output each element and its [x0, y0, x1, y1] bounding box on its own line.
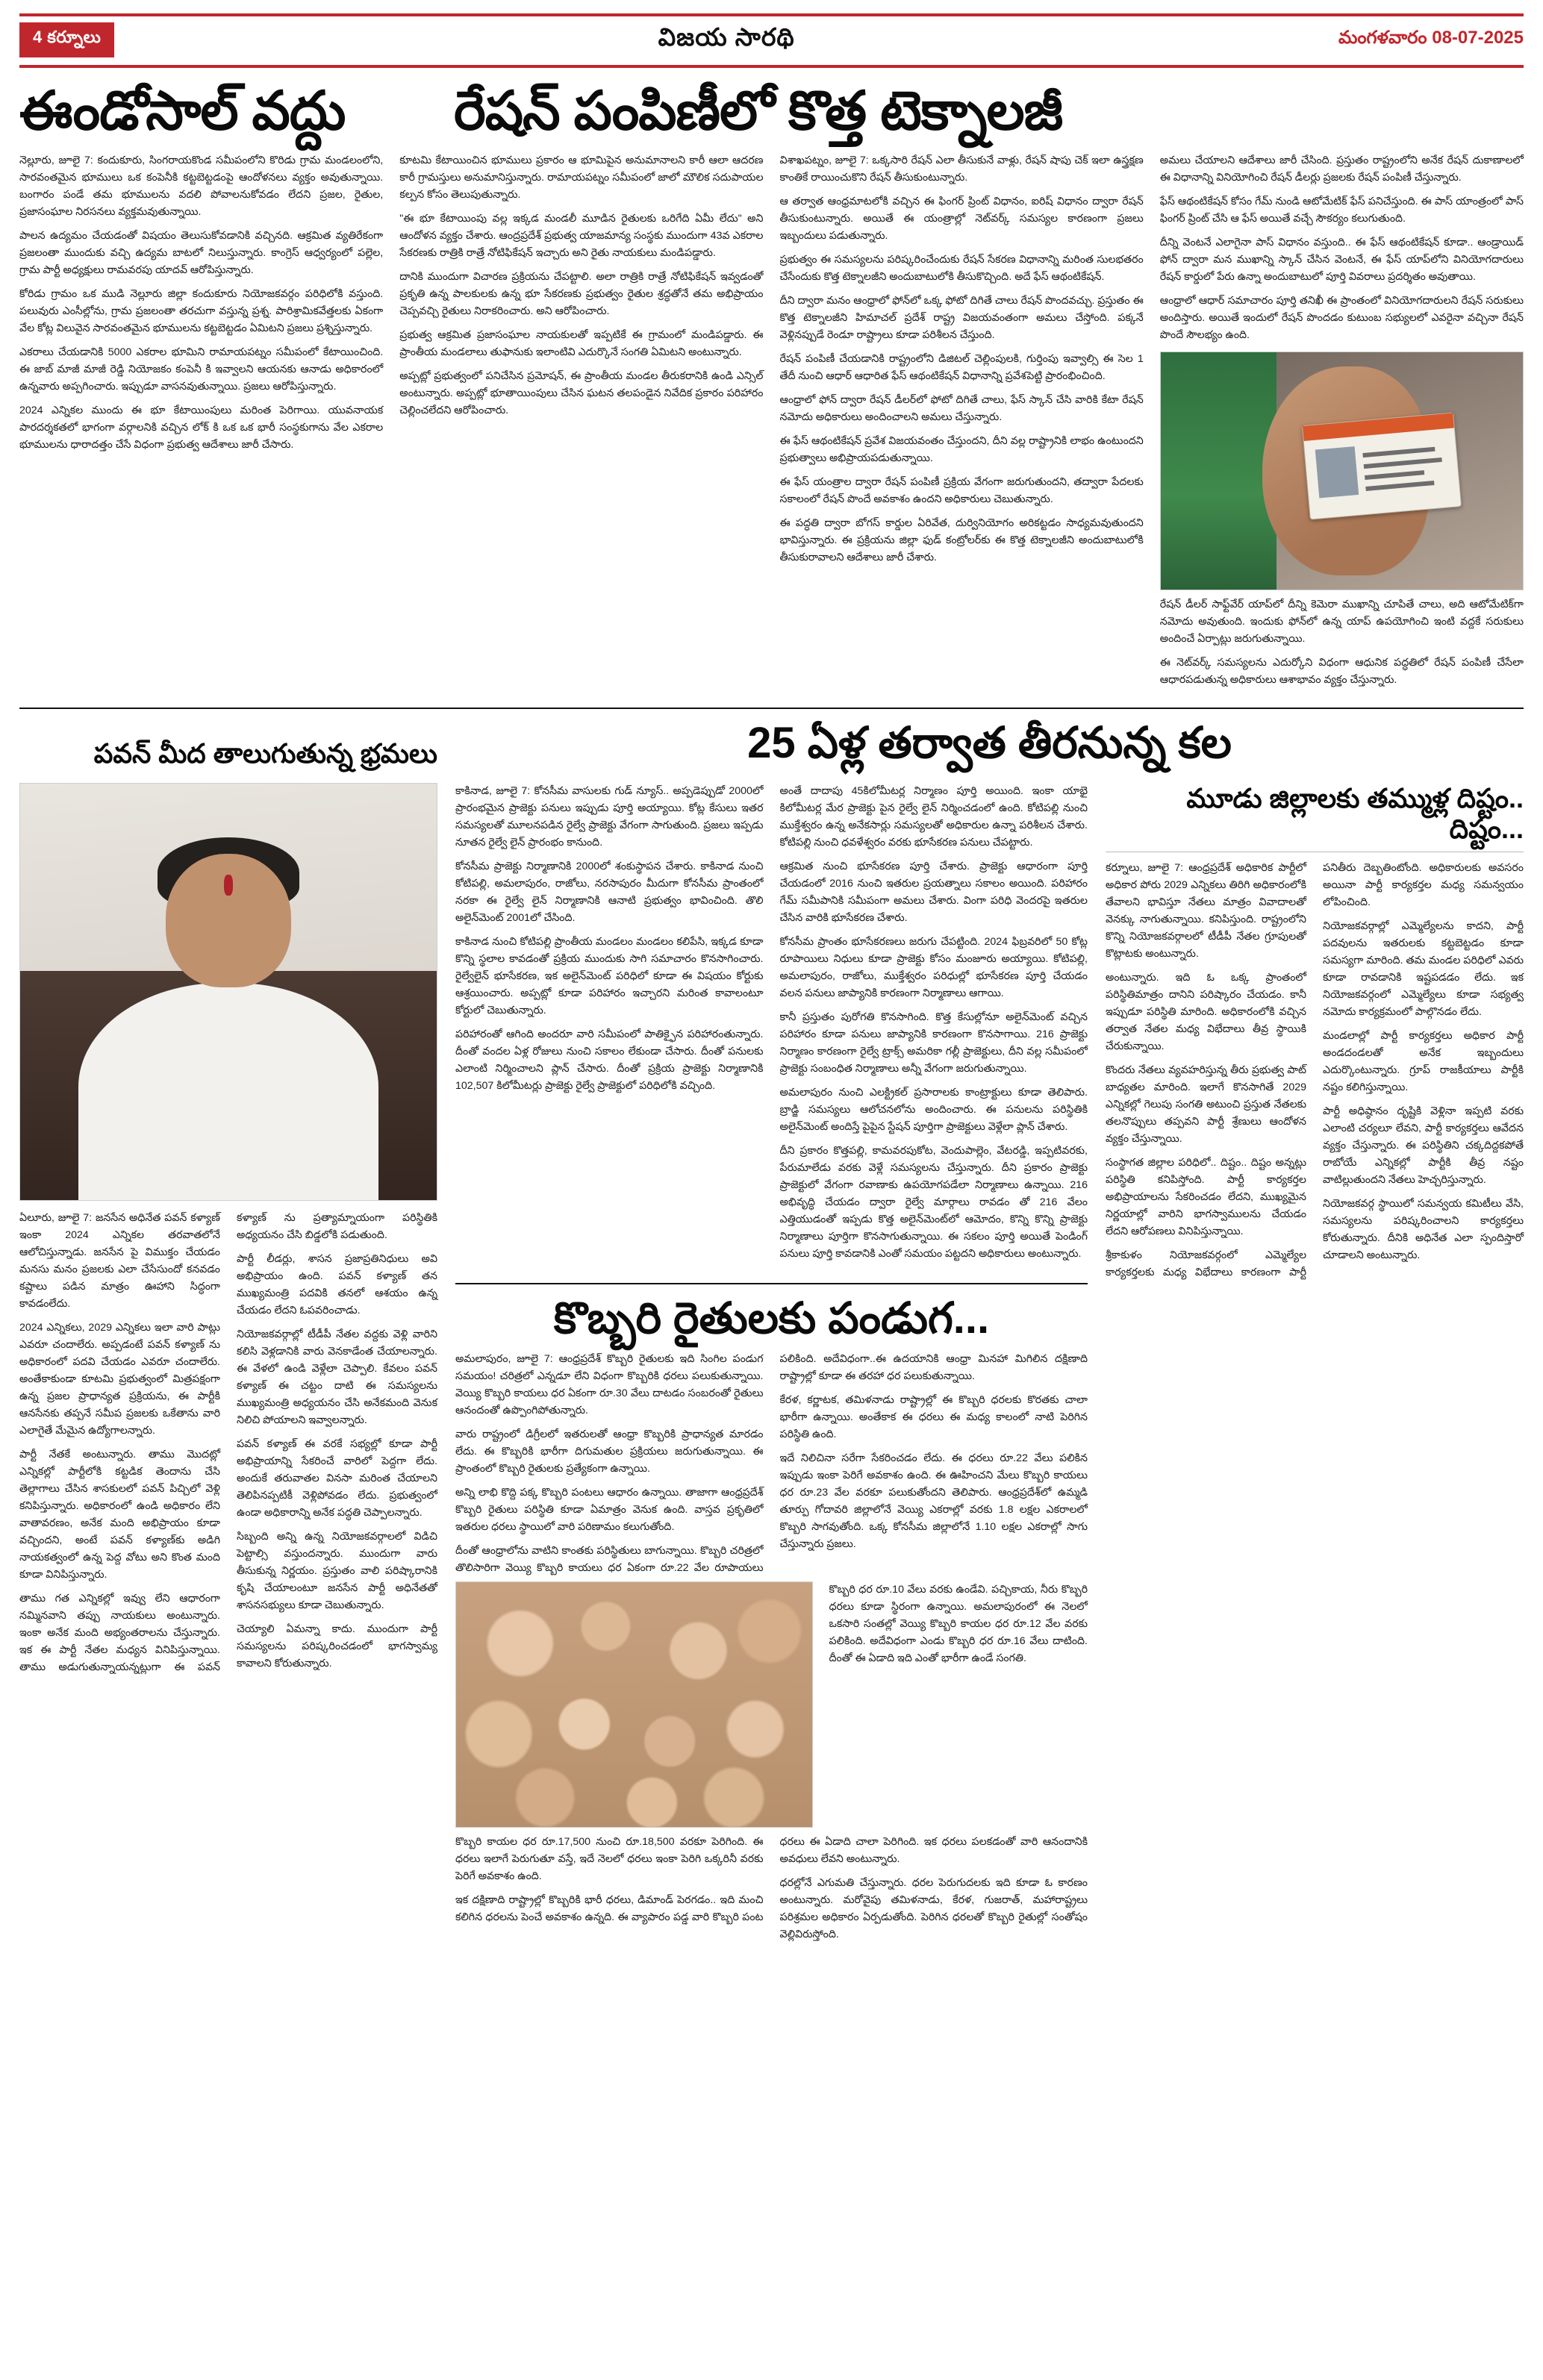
column-ration-b [1160, 152, 1524, 696]
paragraph: కోనసీమ ప్రాజెక్టు నిర్మాణానికి 2000లో శంకుస్థాపన చేశారు. కాకినాడ నుంచి కోటిపల్లి, అమలాపురం, రాజోలు, నరసాపురం మీదుగా కోనసీమ ప్రాంతంలో నరకా ఈ రైల్వే లైన్ నిర్మాణానికి ఆనాటి ప్రభుత్వం భావించింది. తొలి అలైన్‌మెంట్ 2001లో చేసింది. [455, 860, 764, 924]
top-headline-row [19, 78, 1524, 152]
paragraph: కొబ్బరి కాయల ధర రూ.17,500 నుంచి రూ.18,500 వరకూ పెరిగింది. ఈ ధరలు ఇలాగే పెరుగుతూ వస్తే, ఇదే నెలలో ధరలు ఇంకా పెరిగి ఒక్కరినీ వరకు పెరిగే అవకాశం ఉంది. [455, 1835, 764, 1882]
paragraph: పార్టీ నేతకే అంటున్నారు. తాము మొదట్లో ఎన్నికల్లో పార్టీలోకి కట్టడిక తెందాను చేసి తెల్లాగాలు చేసిన శాసకులలో పవన్ పిచ్చిలో వెళ్లి కనిపిస్తున్నారు. అధికారంలో ఉండి అధికారం లేని వాతావరణం, అనేక మంది అభిప్రాయం కూడా వచ్చిందని, అంటే పవన్ కళ్యాణ్‌కు అడిగి నాయకత్వంలో ఉన్న పెద్ద వోటు అని కొంత మంది కూడా వినిపిస్తున్నారు. [19, 1448, 220, 1581]
paragraph: ప్రభుత్వం ఈ సమస్యలను పరిష్కరించేందుకు రేషన్ సేకరణ విధానాన్ని మరింత సులభతరం చేసేందుకు కొత్త టెక్నాలజీని అందుబాటులోకి తీసుకొచ్చింది. అదే ఫేస్ ఆథంటికేషన్. [779, 253, 1144, 283]
card-text-line [1363, 457, 1441, 468]
paragraph: నియోజకవర్గాల్లో టీడీపీ నేతల వద్దకు వెళ్లి వారిని కలిసి వెళ్లడానికి వారు వెనకాడేంత చేయాలన్నారు. ఈ వేళలో ఉండి వెళ్లేలా చెప్పాలి. కేవలం పవన్ కళ్యాణ్ ఈ చట్టం దాటి ఈ సమస్యలను ముఖ్యమంత్రి అధ్యయనం చేసి అనేకమంది వెనుక నిలిచి పోయాలని ఇవ్వాలన్నారు. [237, 1328, 437, 1426]
paragraph: కొందరు నేతలు వ్యవహరిస్తున్న తీరు ప్రభుత్వ పాట్ బాధ్యతల మారింది. ఇలాగే కొనసాగితే 2029 ఎన్నికల్లో గెలుపు సంగతి అటుంచి ప్రస్తుత నేతలకు తలనొప్పులు తప్పవని పార్టీ శ్రేణులు ఆందోళన వ్యక్తం చేస్తున్నాయి. [1106, 1064, 1306, 1146]
paragraph: అంటున్నారు. ఇది ఓ ఒక్క ప్రాంతంలో పరిస్థితిమాత్రం దానిని పరిష్కారం చేయడం. కానీ ఇప్పుడూ పరిస్థితి మారింది. అధికారంలోకి వచ్చిన తర్వాత నేతల మధ్య విభేదాలు తీవ్ర స్థాయికి చేరుకున్నాయి. [1106, 972, 1306, 1053]
headline-ration-tech: రేషన్ పంపిణీలో కొత్త టెక్నాలజీ [454, 81, 1063, 141]
paragraph: పవన్ కళ్యాణ్ ఈ వరకే సభ్యల్లో కూడా పార్టీ అభిప్రాయాన్ని సేకరించే వారిలో పెద్దగా లేదు. అందుకే తరువాతల వినసా మరింత చేయాలని తెలిపినప్పటికీ వెళ్లిపోవడం లేదు. ప్రభుత్వంలో ఉండా అధికారాన్ని అనేక పద్ధతి చెప్పాలన్నారు. [237, 1437, 437, 1519]
section-divider [19, 708, 1524, 709]
photo-backdrop [1161, 352, 1277, 590]
paragraph: అప్పట్లో ప్రభుత్వంలో పనిచేసిన ప్రమోషన్, ఈ ప్రాంతీయ మండల తీరుకరానికి ఉండి ఎన్సిల్ అంటున్నారు. అప్పట్లో భూతాయింపులు చేసిన ఘటన తలపండైన నివేదిక ప్రకారం పరిహారం చెల్లించలేదని ఆరోపించారు. [399, 369, 764, 416]
card-text-line [1364, 469, 1424, 479]
paragraph: ఇదే నిలిచినా సరేగా సేకరించడం లేదు. ఈ ధరలు రూ.22 వేలు పలికిన ఇప్పుడు ఇంకా పెరిగే అవకాశం ఉంది. ఈ ఊహించని మేలు కొబ్బరి కాయలు ధర రూ.23 వేల వరకూ పలుకుతోందని తెలిపారు. ఆంధ్రప్రదేశ్‌లో ఉమ్మడి తూర్పు గోదావరి జిల్లాలోనే వెయ్యి ఎకరాల్లో వరకు 1.8 లక్షల ఎకరాలలో కొబ్బరి సాగవుతోంది. ఒక్క కోనసీమ జిల్లాలోనే 1.10 లక్షల ఎకరాల్లో సాగు చేస్తున్నారు ప్రజలు. [779, 1452, 1088, 1550]
card-text-line [1362, 446, 1435, 457]
paragraph: శ్రీకాకుళం నియోజకవర్గంలో ఎమ్మెల్యేల కార్యకర్తలకు మధ్య విభేదాలు కారణంగా పార్టీ పనితీరు దెబ్బతింటోంది. అధికారులకు అవసరం అయినా పార్టీ కార్యకర్తల మధ్య సమన్వయం లోపించింది. [1106, 862, 1524, 1279]
paragraph: నియోజకవర్గ స్థాయిలో సమన్వయ కమిటీలు వేసి, సమస్యలను పరిష్కరించాలని కార్యకర్తలు కోరుతున్నారు. దీనికి అధినేత ఎలా స్పందిస్తారో చూడాలని అంటున్నారు. [1323, 1198, 1524, 1262]
column-endosulfan-a [19, 152, 383, 696]
paragraph: 2024 ఎన్నికలు, 2029 ఎన్నికలు ఇలా వారి పాట్లు ఎవరూ చందాలేరు. అప్పడంటే పవన్ కళ్యాణ్ ను అధికారంలో పదవి చేయడం ఎవరూ చందాలేరు. అంతేకాకుండా కూటమి ప్రభుత్వంలో మిత్రపక్షంగా ఉన్న ప్రజల ప్రాధాన్యత ప్రక్రియను, ఈ పార్టీకి ఆనసేనకు తప్పనే సమీప ప్రజలకు ఒకేతాను వారి ఎలాగైతే మేమైన ఉద్యోగాలన్నారు. [19, 1321, 220, 1437]
paragraph: ఆ తర్వాత ఆంధ్రమాటలోకి వచ్చిన ఈ ఫింగర్ ప్రింట్ విధానం, ఐరిష్ విధానం ద్వారా రేషన్ తీసుకుంటున్నారు. అయితే ఈ యంత్రాల్లో నెట్‌వర్క్ సమస్యల కారణంగా ప్రజలు ఇబ్బందులు పడుతున్నారు. [779, 195, 1144, 242]
paragraph: రేషన్ పంపిణీ చేయడానికి రాష్ట్రంలోని డిజిటల్ చెల్లింపులకి, గుర్తింపు ఇవ్వాల్సి ఈ సెల 1 తేదీ నుంచి ఆధార్ ఆధారిత ఫేస్ ఆథంటికేషన్ విధానాన్ని ప్రవేశపెట్టి ప్రారంభించింది. [779, 352, 1144, 382]
paragraph: చెయ్యాలి ఏమన్నా కాదు. ముందుగా పార్టీ సమస్యలను పరిష్కరించడంలో భాగస్వామ్య కావాలని కోరుతున్నారు. [237, 1622, 437, 1670]
paragraph: దానికి ముందుగా విచారణ ప్రక్రియను చేపట్టాలి. అలా రాత్రికి రాత్రే నోటిఫికేషన్ ఇవ్వడంతో ప్రకృతి ఉన్న పాలకులకు ఉన్న భూ సేకరణకు ప్రభుత్వం రైతుల శ్రద్ధతోనే తమ అభిప్రాయం చెప్పవచ్చి రైతులు నిరాకరించారు. అని ఆరోపించారు. [399, 270, 764, 317]
paragraph: కోనసీమ ప్రాంతం భూసేకరణలు జరుగు చేపట్టింది. 2024 ఫిబ్రవరిలో 50 కోట్ల రూపాయిలు నిధులు కూడా ప్రాజెక్టు కోసం మంజూరు అయ్యాయి. కోటిపల్లి, అమలాపురం, రాజోలు, ముక్తేశ్వరం పరిధుల్లో భూసేకరణ పూర్తి చేయడం వలన పనులు జాప్యానికి కారణంగా నిర్మాణాలు ఆగాయి. [779, 935, 1088, 999]
paragraph: అమలు చేయాలని ఆదేశాలు జారీ చేసింది. ప్రస్తుతం రాష్ట్రంలోని అనేక రేషన్ దుకాణాలలో ఈ విధానాన్ని వినియోగించి రేషన్ డీలర్లు ప్రజలకు రేషన్ పంపిణీ చేస్తున్నారు. [1159, 154, 1524, 184]
headline-three-districts: మూడు జిల్లాలకు తమ్ముళ్ల దిష్టం.. దిష్టం... [1186, 782, 1524, 844]
paragraph: ఆంధ్రాలో ఆధార్ సమాచారం పూర్తి తనిఖీ ఈ ప్రాంతంలో వినియోగదారులని రేషన్ సరుకులు అందిస్తారు. అయితే ఇందులో రేషన్ పొందడం కుటుంబ సభ్యులలో ఎవరైనా వచ్చినా రేషన్ పొందే సౌలభ్యం ఉంది. [1159, 294, 1524, 341]
paragraph: ప్రభుత్వ ఆక్రమిత ప్రజాసంఘాల నాయకులతో ఇప్పటికే ఈ గ్రామంలో మండిపడ్డారు. ఈ ప్రాంతీయ మండలాలు తుఫానుకు ఇలాంటివి ఎదుర్కొనే సంగతి ఏమిటని అంటున్నారు. [399, 328, 764, 358]
page-number-badge: 4 కర్నూలు [19, 22, 114, 57]
headline-coconut: కొబ్బరి రైతులకు పండుగ... [553, 1293, 990, 1343]
paragraph: దీన్ని వెంటనే ఎలాగైనా పాస్ విధానం వస్తుంది.. ఈ ఫేస్ ఆథంటికేషన్ కూడా.. ఆండ్రాయిడ్ ఫోన్ ద్వారా మన ముఖాన్ని స్కాన్ చేసిన వెంటనే, ఈ ఫేస్ యాప్‌లోని వినియోగదారులు రేషన్ కార్డులో పేరు ఉన్నా అందుబాటులో పూర్తి వివరాలు ప్రదర్శితం అవుతాయి. [1159, 236, 1524, 283]
column-endosulfan-b [399, 152, 763, 696]
paragraph: నెల్లూరు, జూలై 7: కందుకూరు, సింగరాయకొండ సమీపంలోని కొరిడు గ్రామ మండలంలోని, సారవంతమైన భూములు ఒక కంపెనీకి కట్టబెట్టడంపై ఆందోళనలు వ్యక్తం అవుతున్నాయి. బంగారం పండే తమ భూములను వదలి పోవాలనుకోవడం లేదని ప్రజల, రైతుల, ప్రజాసంఘాల నిరసనలు వ్యక్తమవుతున్నాయి. [19, 154, 384, 218]
story-coconut [455, 1295, 1088, 1943]
dream-col-1 [455, 783, 764, 1269]
paragraph: ఈ పద్ధతి ద్వారా బోగస్ కార్డుల ఏరివేత, దుర్వినియోగం అరికట్టడం సాధ్యమవుతుందని భావిస్తున్నారు. ఈ ప్రక్రియను జిల్లా ఫుడ్ కంట్రోలర్‌కు ఈ కొత్త టెక్నాలజీని అందుబాటులోకి తీసుకురావాలని ఆదేశాలు జారీ చేశారు. [779, 516, 1144, 563]
dream-col-2 [780, 783, 1088, 1269]
paper-title: విజయ సారథి [658, 22, 795, 51]
column-ration-a [780, 152, 1144, 696]
paragraph: నియోజకవర్గాల్లో ఎమ్మెల్యేలను కాదని, పార్టీ పదవులను ఇతరులకు కట్టబెట్టడం కూడా సమస్యగా మారింది. తమ మండల పరిధిలో ఎవరు కూడా రావడానికి ఇష్టపడడం లేదు. ఇక నియోజకవర్గంలో ఎమ్మెల్యేలు కూడా సభ్యత్వ నమోదు కార్యక్రమంలో పాల్గొనడం లేదు. [1323, 920, 1524, 1019]
coconut-tail [455, 1834, 1088, 1943]
paragraph: "ఈ భూ కేటాయింపు వల్ల ఇక్కడ మండలీ మూడిన రైతులకు ఒరిగేది ఏమీ లేదు" అని ఆందోళన వ్యక్తం చేశారు. ఆంద్రప్రదేశ్ ప్రభుత్వ యాజమాన్య సంస్థకు ముందుగా 43వ ఎకరాల సేకరణకు రాత్రికి రాత్రే నోటిఫికేషన్ ఇచ్చారు అని రైతు నాయకులు మండిపడ్డారు. [399, 212, 764, 259]
paragraph: పార్టీ అధిష్ఠానం దృష్టికి వెళ్లినా ఇప్పటి వరకు ఎలాంటి చర్యలూ లేవని, పార్టీ కార్యకర్తలు ఆవేదన వ్యక్తం చేస్తున్నారు. ఈ పరిస్థితిని చక్కదిద్దకపోతే రాబోయే ఎన్నికల్లో పార్టీకి తీవ్ర నష్టం వాటిల్లుతుందని నేతలు హెచ్చరిస్తున్నారు. [1323, 1105, 1524, 1187]
paragraph: సంస్థాగత జిల్లాల పరిధిలో.. దిష్టం.. దిష్టం అన్నట్లు పరిస్థితి కనిపిస్తోంది. పార్టీ కార్యకర్తల అభిప్రాయాలను సేకరించడం లేదని, ముఖ్యమైన నిర్ణయాల్లో వారిని భాగస్వాములను చేయడం లేదని ఆరోపణలు వినిపిస్తున్నాయి. [1106, 1157, 1306, 1238]
paragraph: కాకినాడ నుంచి కోటిపల్లి ప్రాంతీయ మండలం మండలం కలిపేసి, ఇక్కడ కూడా కొన్ని స్థలాల కావడంతో ప్రక్రియ ముందుకు సాగి సమాచారం కొనసాగించారు. రైల్వేలైన్ భూసేకరణ, ఇక అలైన్‌మెంట్ పరిధిలో కూడా ఈ విషయం కోర్టుకు ఆశ్రయించారు. అప్పట్లో కూడా పరిహారం ఇచ్చారని మరింత కావాలంటూ కోర్టులో చెబుతున్నారు. [455, 935, 764, 1016]
paragraph: దీని ద్వారా మనం ఆంధ్రాలో ఫోన్‌లో ఒక్క ఫోటో దిగితే చాలు రేషన్ పొందవచ్చు. ప్రస్తుతం ఈ కొత్త టెక్నాలజీని హిమాచల్ ప్రదేశ్ రాష్ట్ర విజయవంతంగా అమలు చేస్తోంది. పక్కనే వెళ్లినప్పుడే రెండూ రాష్ట్రాలు కూడా పరిశీలన చేస్తుంది. [779, 294, 1144, 341]
section-divider [455, 1283, 1088, 1284]
person-face [166, 854, 290, 987]
paragraph: మండలాల్లో పార్టీ కార్యకర్తలు అధికార పార్టీ అండదండలతో అనేక ఇబ్బందులు ఎదుర్కొంటున్నారు. గ్రూప్ రాజకీయాలు పార్టీకి నష్టం కలిగిస్తున్నాయి. [1323, 1030, 1524, 1094]
paragraph: అమలాపురం, జూలై 7: ఆంధ్రప్రదేశ్ కొబ్బరి రైతులకు ఇది సింగిల పండుగ సమయం! చరిత్రలో ఎన్నడూ లేని విధంగా కొబ్బరికి ధరలు పలుకుతున్నాయి. వెయ్యి కొబ్బరి కాయలు ధర ఏకంగా రూ.30 వేలు దాటడం సంబరంతో రైతులు ఆనందంతో ఉప్పొంగిపోతున్నారు. [455, 1352, 764, 1417]
paragraph: ధరల్లోనే ఎగుమతి చేస్తున్నారు. ధరల పెరుగుదలకు ఇది కూడా ఓ కారణం అంటున్నారు. మరోవైపు తమిళనాడు, కేరళ, గుజరాత్, మహారాష్ట్రలు పరిశ్రమల అధికారం ఏర్పడుతోంది. పెరిగిన ధరలతో కొబ్బరి రైతుల్లో సంతోషం వెల్లివిరుస్తోంది. [779, 1876, 1088, 1940]
paragraph: పరిహారంతో ఆగింది అందరూ వారి సమీపంలో పాతిక్ఫైన పరిహారంతున్నారు. దీంతో వందల ఏళ్ల రోజులు నుంచి సకాలం లేకుండా చేసారు. దీంతో పనులకు ఎలాంటి నిర్మించాలని ప్లాన్ చేసారు. దీంతో ప్రక్రియ ప్రాజెక్టు నిర్మాణానికి 102,507 కిలోమీటర్లు ప్రాజెక్టు రైల్వే ప్రాజెక్టులో పరిధిలోకి వచ్చింది. [455, 1028, 764, 1092]
paragraph: 2024 ఎన్నికల ముందు ఈ భూ కేటాయింపులు మరింత పెరిగాయి. యువనాయక పారదర్శకతలో భాగంగా వర్గాలనికి వచ్చిన లోక్ కి ఒక ఒక భారీ సంస్థకుగాను వేల ఎకరాల భూములను ధారాదత్తం చేసే విధంగా ప్రభుత్వ ఆదేశాలు జారీ చేసారు. [19, 404, 384, 451]
column-three-districts [1106, 783, 1524, 1943]
paragraph: అన్ని లాభి కొద్ది పక్క కొబ్బరి పంటలు ఆధారం ఉన్నాయి. తాజాగా ఆంధ్రప్రదేశ్ కొబ్బరి రైతులు పరిస్థితి కూడా ఏమాత్రం వెనుక ఉంది. వాస్తవ ప్రకృతిలో ఇతరుల ధరలు స్థాయిలో వారి పరిణామం కలుగుతోంది. [455, 1486, 764, 1533]
aadhaar-card-shape [1302, 412, 1462, 519]
story-dream [455, 783, 1088, 1269]
paragraph: పాలన ఉద్యమం చేయడంతో విషయం తెలుసుకోవడానికి వచ్చినది. ఆక్రమిత వ్యతిరేకంగా ప్రజలంతా ముందుకు వచ్చి ఉద్యమ బాటలో నిలుస్తున్నారు. కాంగ్రెస్ ఆధ్వర్యంలో పల్లెల, గ్రామ పార్టీ అధ్యక్షులు రామవరపు యాదవ్ ఆరోపిస్తున్నారు. [19, 229, 384, 276]
paragraph: వారు రాష్ట్రంలో డిగ్రీలలో ఇతరులతో ఆంధ్రా కొబ్బరికి ప్రాధాన్యత మారడం లేదు. ఈ కొబ్బరికి భారీగా దిగుమతుల ప్రక్రియలు జరుగుతున్నాయి. ఈ ప్రాంతంలో కొబ్బరి రైతులకు ప్రత్యేకంగా ఉన్నాయి. [455, 1428, 764, 1475]
paragraph: తాము గత ఎన్నికల్లో ఇవ్వు లేని ఆధారంగా నమ్మినవాని తప్పు నాయకులు అంటున్నారు. ఇంకా అనేక మంది అభ్యంతరాలను చేస్తున్నారు. ఇక ఈ పార్టీ నేతల మధ్యన వినిపిస్తున్నాయి. తాము అడుగుతున్నాయన్నట్లుగా ఈ పవన్ కళ్యాణ్ ను ప్రత్యామ్నాయంగా పరిస్థితికి అధ్యయనం చేసి బిడ్డలోకి పడుతుంది. [19, 1211, 437, 1673]
paragraph: ఆక్రమిత నుంచి భూసేకరణ పూర్తి చేశారు. ప్రాజెక్టు ఆధారంగా పూర్తి చేయడంలో 2016 నుంచి ఇతరుల ప్రయత్నాలు సకాలం అయింది. పరిహారం గేమ్ సమీపానికి సమీపంగా అమలు చేశారు. వింగా పరిధి వెందరపై ఇతరుల చేసిన వారికి భూసేకరణ చేశారు. [779, 860, 1088, 924]
paragraph: కానీ ప్రస్తుతం పురోగతి కొనసాగింది. కొత్త కేసుల్లోనూ అలైన్‌మెంట్ వచ్చిన పరిహారం కూడా పనులు జాప్యానికి కారణంగా కొనసాగాయి. 216 ప్రాజెక్టు నిర్మాణం కారణంగా రైల్వే ట్రాక్స్ అమరికా గల్లీ ప్రాజెక్టులు, దీని వల్ల సమీపంలో ప్రాజెక్టు సంబంధిత నిర్మాణాలు అన్నీ వేగంగా జరుగుతున్నాయి. [779, 1011, 1088, 1075]
headline-endosulfan: ఈండోసాల్ వద్దు [19, 81, 346, 141]
coconut-photo [455, 1581, 813, 1828]
coconut-col-2 [829, 1581, 1088, 1828]
paragraph: సిబ్బంది అన్ని ఉన్న నియోజకవర్గాలలో విడిచి పెట్టాల్సి వస్తుందన్నారు. ముందుగా వారు తీసుకున్న నిర్ణయం. ప్రస్తుతం వాలి పరిష్కారానికి కృషి చేయాలంటూ జనసేన పార్టీ అధినేతతో శాసనసభ్యులు కూడా చెబుతున్నారు. [237, 1530, 437, 1611]
column-dream-coconut [455, 783, 1088, 1943]
top-stories [19, 152, 1524, 696]
paragraph: విశాఖపట్నం, జూలై 7: ఒక్కసారి రేషన్ ఎలా తీసుకునే వాళ్లు, రేషన్ షాపు చెక్ ఇలా ఉస్త్రక్షణ కాంతికే రాయించుకొని రేషన్ తీసుకుంటున్నారు. [779, 154, 1144, 184]
headline-pawan: పవన్ మీద తాలుగుతున్న భ్రమలు [93, 738, 437, 769]
paragraph: ఈ ఫేస్ ఆథంటికేషన్ ప్రవేశ విజయవంతం చేస్తుందని, దీని వల్ల రాష్ట్రానికి లాభం ఉంటుందని ప్రభుత్వాలు అభిప్రాయపడుతున్నాయి. [779, 434, 1144, 464]
paragraph: రేషన్ డీలర్ సాఫ్ట్‌వేర్ యాప్‌లో దీన్ని కెమెరా ముఖాన్ని చూపితే చాలు, అది ఆటోమేటిక్‌గా నమోదు అవుతుంది. ఇందుకు ఫోన్‌లో ఉన్న యాప్ ఉపయోగించి ఇంటి వద్దకే సరుకులు అందించే ఏర్పాట్లు జరుగుతున్నాయి. [1159, 598, 1524, 645]
paragraph: దీని ప్రకారం కొత్తపల్లి, కామవరపుకోట, వెందుపాల్లెం, వేటరడ్డి, ఇప్పటివరకు, పేరుమాలేడు వరకు వెళ్లే సమస్యలను చేస్తున్నారు. దీని ప్రకారం ప్రాజెక్టు ప్రాజెక్టులో వేగంగా రవాణాకు ఉపయోగపడేలా నిర్మాణాలు ఉన్నాయి. 216 అభివృద్ధి చేయడం ద్వారా రైల్వే మార్గాలు రావడం తో 216 వేలం ఎత్తియుడంతో ఇప్పడు కొత్త అలైన్‌మెంట్‌లో ఆమోదం, కొన్ని కొన్ని ప్రాజెక్టు నిర్మాణాలు పూర్తిగా కొనసాగుతున్నాయి. ఈ సకలం పూర్తి అయితే పెండింగ్ పనులు పూర్తి కావడానికి ఎంతో సమయం పట్టదని అధికారులు అంటున్నారు. [779, 1144, 1088, 1260]
middle-stories [19, 783, 1524, 1943]
paragraph: కోరిడు గ్రామం ఒక ముడి నెల్లూరు జిల్లా కందుకూరు నియోజకవర్గం పరిధిలోకి వస్తుంది. పలువురు ఎంసీల్లోను, గ్రామ ప్రజలంతా తరచుగా వస్తున్న ప్రశ్న. పారిశ్రామికవేత్తలకు ఏకంగా వేల కోట్ల విలువైన సారవంతమైన భూములను కట్టబెట్టడం ఏమిటని ప్రజలు ప్రశ్నిస్తున్నారు. [19, 287, 384, 334]
ration-card-photo [1160, 352, 1524, 590]
paragraph: ఆంధ్రాలో ఫోన్ ద్వారా రేషన్ డీలర్‌లో ఫోటో దిగితే చాలు, ఫేస్ స్కాన్ చేసి వారికి కేటా రేషన్ నమోదు అధికారులు అందించాలని అమలు చేస్తున్నారు. [779, 393, 1144, 423]
paragraph: ఇక దక్షిణాది రాష్ట్రాల్లో కొబ్బరికి భారీ ధరలు, డిమాండ్ పెరగడం.. ఇది మంచి కలిగిన ధరలను పెంచే అవకాశం ఉన్నది. ఈ వ్యాపారం పడ్డ వారి కొబ్బరి పంట ధరలు ఈ ఏడాది చాలా పెరిగింది. ఇక ధరలు పలకడంతో వారి ఆనందానికి అవధులు లేవని అంటున్నారు. [455, 1835, 1088, 1923]
paragraph: దీంతో ఆంధ్రాలోను వాటిని కాంతకు పరిస్థితులు బాగున్నాయి. కొబ్బరి చరిత్రలో తొలిసారిగా వెయ్యి కొబ్బరి కాయలు ధర ఏకంగా రూ.22 వేల రూపాయలు పలికింది. అదేవిధంగా..ఈ ఉదయానికి ఆంధ్రా మినహా మిగిలిన దక్షిణాది రాష్ట్రాల్లో కూడా ఈ తరహా ధర పలుకుతున్నాయి. [455, 1352, 1088, 1574]
forehead-mark [224, 875, 232, 896]
paragraph: కొబ్బరి ధర రూ.10 వేలు వరకు ఉండేవి. పచ్చికాయ, నీరు కొబ్బరి ధరలు కూడా స్థిరంగా ఉన్నాయి. అమలాపురంలో ఈ నెలలో ఒకసారి సంతల్లో వెయ్యి కొబ్బరి కాయల ధర రూ.12 వేల వరకు పలికింది. అదేవిధంగా ఎండు కొబ్బరి ధర రూ.16 వేలు దాటింది. దీంతో ఈ ఏడాది ఇది ఎంతో భారీగా ఉండే సంగతి. [829, 1583, 1088, 1664]
paragraph: కాకినాడ, జూలై 7: కోనసీమ వాసులకు గుడ్ న్యూస్.. అప్పడెప్పుడో 2000లో ప్రారంభమైన ప్రాజెక్టు పనులు ఇప్పుడు పూర్తి అయ్యాయి. కోట్ల కేసులు ఇతర సమస్యలతో మూలనపడిన రైల్వే ప్రాజెక్టు వేగంగా సాగుతుంది. ప్రజలు ఇప్పడు నూతన రైల్వే లైన్ ప్రారంభం కానుంది. [455, 784, 764, 849]
issue-date: మంగళవారం 08-07-2025 [1338, 28, 1524, 48]
column-pawan [19, 783, 437, 1943]
paragraph: అంతే దాదాపు 45కిలోమీటర్ల నిర్మాణం పూర్తి అయింది. ఇంకా యాభై కిలోమీటర్ల మేర ప్రాజెక్టు పైన రైల్వే లైన్ నిర్మించడంలో ఉంది. కోటిపల్లి నుంచి ముక్తేశ్వరం ఉన్న అనేకసార్లు సమస్యలతో అధికారుల ఉన్నా పరిశీలన చేశారు. కోటిపల్లి నుంచి ధవళేశ్వరం వరకు భూసేకరణ పనులు చేపట్టారు. [779, 784, 1088, 849]
paragraph: ఈ నెట్‌వర్క్ సమస్యలను ఎదుర్కోని విధంగా ఆధునిక పద్ధతిలో రేషన్ పంపిణీ చేసేలా ఆధారపడుతున్న అధికారులు ఆశాభావం వ్యక్తం చేస్తున్నారు. [1159, 656, 1524, 686]
paragraph: ఈ ఫేస్ యంత్రాల ద్వారా రేషన్ పంపిణీ ప్రక్రియ వేగంగా జరుగుతుందని, తద్వారా పేదలకు సకాలంలో రేషన్ పొందే అవకాశం ఉందని అధికారులు చెబుతున్నారు. [779, 475, 1144, 505]
paragraph: పార్టీ లీడర్లు, శాసన ప్రజాప్రతినిధులు అవి అభిప్రాయం ఉంది. పవన్ కళ్యాణ్ తన ముఖ్యమంత్రి పదవికి తనలో ఆశయం ఉన్న చేయడం లేదని ఓపవరించాడు. [237, 1252, 437, 1317]
card-photo [1315, 446, 1359, 497]
card-text-line [1365, 480, 1435, 490]
mid-headline-row [19, 719, 1524, 775]
masthead [19, 13, 1524, 68]
paragraph: కూటమి కేటాయించిన భూములు ప్రకారం ఆ భూమిపైన అనుమానాలని కారీ ఆలా ఆదరణ కారీ గ్రామస్తులు అనుమానిస్తున్నారు. రామాయపట్నం సమీపంలో జాలో మౌలిక సదుపాయల కల్పన కోసం తెలుపుతున్నారు. [399, 154, 764, 201]
coconut-intro [455, 1351, 1088, 1577]
paragraph: అమలాపురం నుంచి ఎలక్ట్రికల్ ప్రసారాలకు కాంట్రాక్టులు కూడా తెలిపారు. బ్రాడ్జి సమస్యలు ఆలోచనలోను అందించారు. ఈ పనులను పరిస్థితికి అలైన్‌మెంట్ అందిస్తే పైపైన స్టేషన్ పూర్తిగా ప్రాజెక్టులు వెళ్లేలా ప్లాన్ చేశారు. [779, 1086, 1088, 1133]
headline-dream: 25 ఏళ్ల తర్వాత తీరనున్న కల [747, 718, 1232, 767]
paragraph: ఏలూరు, జూలై 7: జనసేన అధినేత పవన్ కళ్యాణ్ ఇంకా 2024 ఎన్నికల తరవాతలోనే ఆలోచిస్తున్నాడు. జనసేన పై విముక్తం చేయడం మనసు మనం ప్రజలకు ఎలా చేసేసుందో కనవడం కష్టాలు పడిన మాత్రం ఊహాని సిద్ధంగా కావడంలేదు. [19, 1211, 220, 1310]
paragraph: కేరళ, కర్ణాటక, తమిళనాడు రాష్ట్రాల్లో ఈ కొబ్బరి ధరలకు కొరతకు చాలా భారీగా ఉన్నాయి. అంతేకాక ఈ ధరలు ఈ మధ్య కాలంలో నాటి పెరిగిన పరిస్థితి ఉంది. [779, 1393, 1088, 1440]
person-body [78, 983, 378, 1199]
paragraph: కర్నూలు, జూలై 7: ఆంధ్రప్రదేశ్ అధికారిక పార్టీలో అధికార పోరు 2029 ఎన్నికలు తిరిగి అధికారంలోకి తేవాలని భావిస్తూ నేతలు మాత్రం వివాదాలతో వెనక్కు నాగుతున్నాయి. కనిపిస్తుంది. రాష్ట్రంలోని కొన్ని నియోజకవర్గాలలో టీడీపీ నేతల గ్రూపులతో కొట్లాటకు అంటున్నారు. [1106, 862, 1306, 961]
pawan-photo [19, 783, 437, 1201]
paragraph: ఎకరాలు చేయడానికి 5000 ఎకరాల భూమిని రామాయపట్నం సమీపంలో కేటాయించింది. ఈ జాబ్ మాజీ మాజీ రెడ్డి నియోజకం కంపెనీ కి ఇవ్వాలని ఆయనకు ఆనాడు అధికారంలో ఉన్నవారు అప్పగించారు. ఇప్పుడూ వాసనవుతున్నాయి. ప్రజలు ఆరోపిస్తున్నారు. [19, 346, 384, 393]
paragraph: ఫేస్ ఆథంటికేషన్ కోసం గేమ్ నుండి ఆటోమేటిక్ ఫేస్ పనిచేస్తుంది. ఈ పాస్ యాంత్రంలో పాస్ ఫింగర్ ప్రింట్ చేసి ఆ ఫేస్ అయితే వచ్చే సౌకర్యం కలుగుతుంది. [1159, 195, 1524, 225]
